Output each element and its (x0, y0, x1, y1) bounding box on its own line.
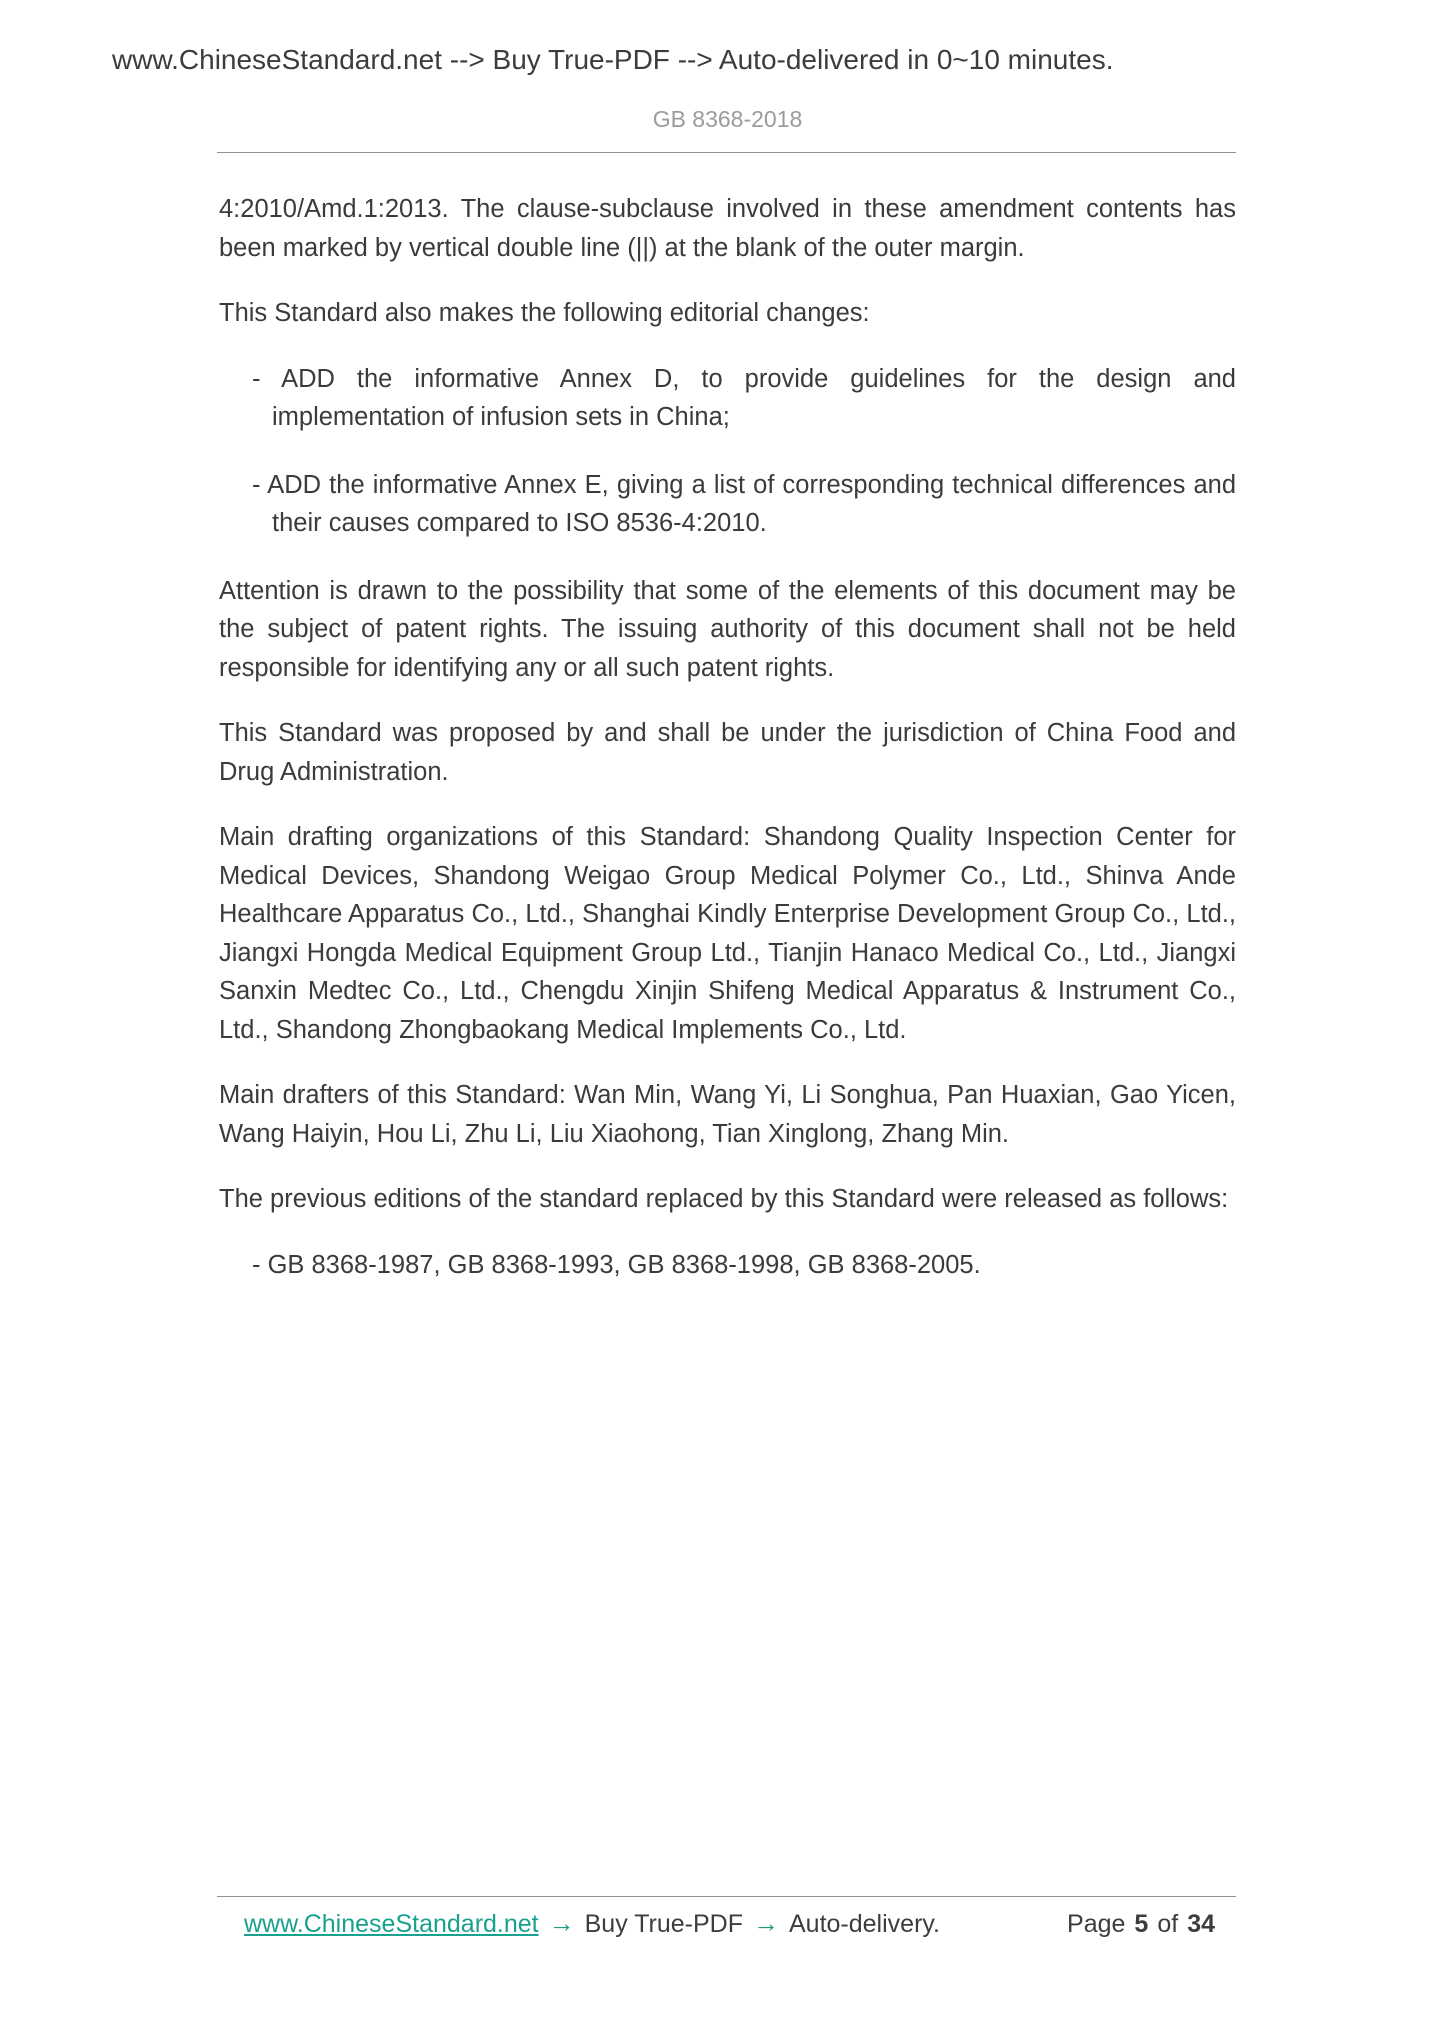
arrow-right-icon: → (548, 1908, 575, 1938)
document-body (219, 190, 1236, 1313)
footer-row (219, 1908, 1236, 1939)
paragraph-patent-notice: Attention is drawn to the possibility that some of the elements of this document may be the subject of patent rights. The issuing authority of this document shall not be held responsible for identifying any or all such patent rights. (219, 576, 1236, 682)
footer-delivery-text: Auto-delivery. (789, 1910, 940, 1938)
of-label: of (1157, 1910, 1179, 1938)
paragraph-drafting-organizations: Main drafting organizations of this Standard: Shandong Quality Inspection Center for Medical Devices, Shandong Weigao Group Medical Polymer Co., Ltd., Shinva Ande Healthcare Apparatus Co., Ltd., Shanghai Kindly Enterprise Development Group Co., Ltd., Jiangxi Hongda Medical Equipment Group Ltd., Tianjin Hanaco Medical Co., Ltd., Jiangxi Sanxin Medtec Co., Ltd., Chengdu Xinjin Shifeng Medical Apparatus & Instrument Co., Ltd., Shandong Zhongbaokang Medical Implements Co., Ltd. (219, 823, 1236, 1044)
footer-buy-text: Buy True-PDF (584, 1910, 743, 1938)
paragraph-amendment-note: 4:2010/Amd.1:2013. The clause-subclause involved in these amendment contents has been marked by vertical double line (||) at the blank of the outer margin. (219, 195, 1236, 262)
paragraph-main-drafters: Main drafters of this Standard: Wan Min, Wang Yi, Li Songhua, Pan Huaxian, Gao Yicen, Wang Haiyin, Hou Li, Zhu Li, Liu Xiaohong, Tian Xinglong, Zhang Min. (219, 1081, 1236, 1148)
footer-tagline (244, 1908, 940, 1939)
list-item-annex-e: - ADD the informative Annex E, giving a list of corresponding technical differences and their causes compared to ISO 8536-4:2010. (252, 470, 1236, 537)
header-divider (217, 152, 1236, 153)
top-banner: www.ChineseStandard.net --> Buy True-PDF --> Auto-delivered in 0~10 minutes. (112, 44, 1114, 75)
doc-code: GB 8368-2018 (652, 106, 803, 132)
list-item-previous-standards: - GB 8368-1987, GB 8368-1993, GB 8368-1998, GB 8368-2005. (252, 1250, 981, 1279)
paragraph-jurisdiction: This Standard was proposed by and shall be under the jurisdiction of China Food and Drug Administration. (219, 719, 1236, 786)
list-item-annex-d: - ADD the informative Annex D, to provide guidelines for the design and implementation of infusion sets in China; (252, 364, 1236, 431)
page-label: Page (1067, 1910, 1126, 1938)
page-number: 5 (1134, 1910, 1149, 1938)
footer-divider (217, 1896, 1236, 1897)
paragraph-previous-editions: The previous editions of the standard replaced by this Standard were released as follows: (219, 1185, 1229, 1213)
arrow-right-icon: → (753, 1908, 779, 1938)
page-indicator (1067, 1910, 1215, 1939)
paragraph-editorial-changes: This Standard also makes the following editorial changes: (219, 299, 870, 327)
footer-site-link[interactable]: www.ChineseStandard.net (244, 1910, 539, 1938)
page-total: 34 (1187, 1910, 1215, 1938)
